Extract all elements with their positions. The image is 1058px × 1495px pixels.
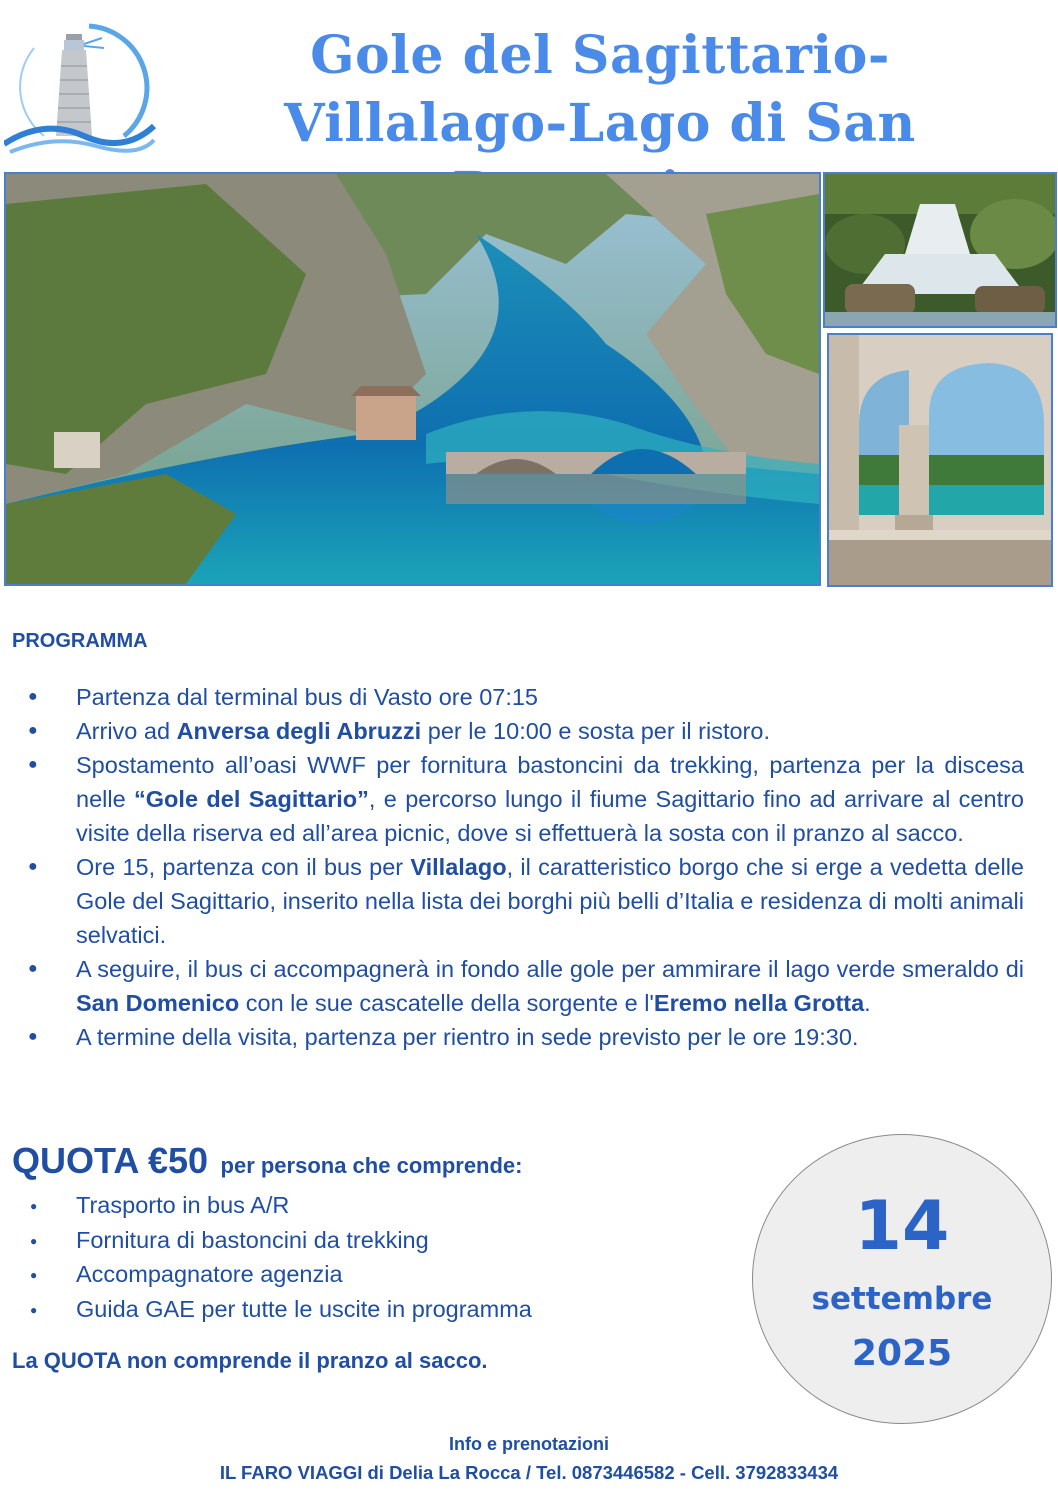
programma-text: , il caratteristico borgo che si erge a vedetta delle Gole del Sagittario, inserito nella lista dei borghi più belli d’Italia e residenza di molti animali selvatici.	[76, 854, 1025, 948]
bullet-icon: ●	[30, 1302, 38, 1317]
quota-include-label: Fornitura di bastoncini da trekking	[76, 1226, 429, 1253]
programma-text: .	[864, 990, 871, 1016]
programma-text: , e percorso lungo il fiume Sagittario fino ad arrivare al centro visite della riserva ed all’area picnic, dove si effettuerà la sosta con il pranzo al sacco.	[76, 786, 1024, 846]
date-month: settembre	[811, 1281, 993, 1317]
quota-include-item	[24, 1223, 532, 1258]
bullet-icon: ●	[30, 1233, 38, 1248]
programma-text: Partenza dal terminal bus di Vasto ore 07:15	[76, 684, 539, 710]
quota-not-included: La QUOTA non comprende il pranzo al sacco.	[12, 1348, 488, 1373]
programma-text: A seguire, il bus ci accompagnerà in fondo alle gole per ammirare il lago verde smeraldo di	[76, 956, 1024, 982]
programma-highlight: “Gole del Sagittario”	[134, 786, 369, 812]
bullet-icon: ●	[28, 756, 38, 773]
date-badge	[752, 1134, 1052, 1424]
programma-text: Arrivo ad	[76, 718, 177, 744]
programma-text: A termine della visita, partenza per rientro in sede previsto per le ore 19:30.	[76, 1024, 859, 1050]
quota-include-item	[24, 1257, 532, 1292]
programma-highlight: Villalago	[410, 854, 507, 880]
programma-highlight: Eremo nella Grotta	[653, 990, 865, 1016]
programma-text: per le 10:00 e sosta per il ristoro.	[421, 718, 770, 744]
quota-include-label: Trasporto in bus A/R	[76, 1192, 290, 1218]
title-line-2: Villalago-Lago di San	[284, 93, 916, 154]
date-year: 2025	[851, 1333, 953, 1374]
gorge-lake-photo	[4, 172, 821, 586]
footer-contact: IL FARO VIAGGI di Delia La Rocca / Tel. 0873446582 - Cell. 3792833434	[219, 1462, 839, 1483]
programma-item	[24, 850, 1024, 952]
programma-item	[24, 714, 1024, 748]
title-line-1: Gole del Sagittario-	[310, 25, 890, 86]
quota-include-item	[24, 1188, 532, 1223]
bullet-icon: ●	[30, 1268, 38, 1282]
programma-item	[24, 952, 1024, 1020]
programma-item	[24, 1020, 1024, 1054]
waterfall-photo	[823, 172, 1057, 328]
lighthouse-logo	[4, 18, 156, 158]
quota-include-label: Accompagnatore agenzia	[76, 1261, 343, 1287]
bullet-icon: ●	[28, 960, 38, 977]
quota-price: QUOTA €50	[12, 1140, 209, 1181]
programma-heading: PROGRAMMA	[12, 630, 148, 652]
date-day: 14	[854, 1187, 950, 1266]
quota-includes-list	[24, 1188, 532, 1326]
quota-include-item	[24, 1292, 532, 1327]
quota-description: per persona che comprende:	[220, 1153, 523, 1178]
quota-line	[12, 1140, 523, 1182]
bullet-icon: ●	[30, 1199, 38, 1213]
programma-list	[24, 680, 1024, 1054]
programma-highlight: San Domenico	[76, 990, 240, 1016]
hermitage-arch-photo	[827, 333, 1053, 587]
bullet-icon: ●	[28, 688, 38, 705]
programma-highlight: Anversa degli Abruzzi	[176, 718, 422, 744]
programma-text: Ore 15, partenza con il bus per	[76, 854, 411, 880]
quota-include-label: Guida GAE per tutte le uscite in programma	[76, 1295, 532, 1322]
footer-info: Info e prenotazioni	[449, 1434, 609, 1454]
programma-item	[24, 680, 1024, 714]
bullet-icon: ●	[28, 1028, 38, 1045]
bullet-icon: ●	[28, 858, 38, 875]
programma-text: con le sue cascatelle della sorgente e l'	[239, 990, 654, 1016]
bullet-icon: ●	[28, 722, 38, 739]
programma-item	[24, 748, 1024, 850]
programma-text: Spostamento all’oasi WWF per fornitura bastoncini da trekking, partenza per la discesa nelle	[76, 752, 1024, 812]
